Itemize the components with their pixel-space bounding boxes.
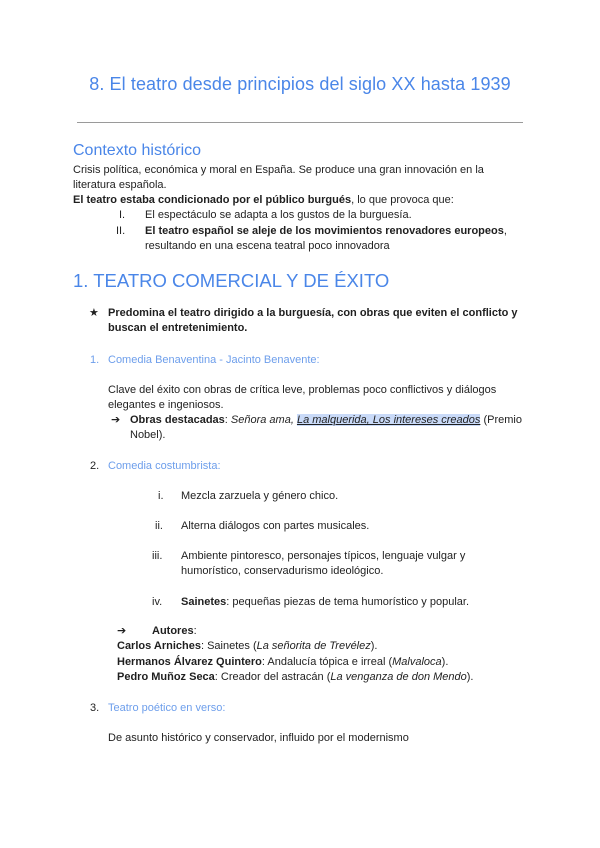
sub3-title-colon: : — [222, 702, 226, 714]
sub1-title-link[interactable]: Comedia Benaventina - Jacinto Benavente: — [108, 354, 320, 366]
author-post: ). — [466, 671, 474, 683]
sub3-title — [108, 701, 225, 716]
sub1-desc-line2: elegantes e ingeniosos. — [108, 399, 224, 411]
sub2-title — [108, 459, 221, 474]
contexto-item-text: El espectáculo se adapta a los gustos de la burguesía. — [145, 209, 412, 221]
contexto-item-text — [145, 224, 507, 239]
obras-rest-line2: Nobel). — [130, 429, 166, 441]
author-pre: : Andalucía tópica e irreal ( — [261, 656, 393, 668]
contexto-para-line1: Crisis política, económica y moral en España. Se produce una gran innovación en la — [73, 164, 484, 176]
author-work: La venganza de don Mendo — [330, 671, 467, 683]
contexto-item-bold: El teatro español se aleje de los movimientos renovadores europeos — [145, 225, 504, 237]
sub2-item-marker: ii. — [155, 520, 163, 532]
obras-colon: : — [224, 414, 231, 426]
sub3-title-link[interactable]: Teatro poético en verso — [108, 702, 223, 714]
sub2-item-text: Mezcla zarzuela y género chico. — [181, 490, 339, 502]
author-post: ). — [370, 640, 378, 652]
author-post: ). — [441, 656, 449, 668]
obras-label: Obras destacadas — [130, 414, 225, 426]
obra-senora-ama: Señora ama, — [230, 414, 294, 426]
sub1-desc-line1: Clave del éxito con obras de crítica leve, problemas poco conflictivos y diálogos — [108, 384, 497, 396]
arrow-bullet-icon: ➔ — [117, 625, 127, 637]
contexto-heading: Contexto histórico — [73, 142, 202, 159]
contexto-para2-bold: El teatro estaba condicionado por el público burgués — [73, 194, 352, 206]
author-line — [117, 655, 448, 670]
contexto-para2-rest: , lo que provoca que: — [351, 194, 454, 206]
sub2-item-text: Alterna diálogos con partes musicales. — [181, 520, 370, 532]
author-name: Hermanos Álvarez Quintero — [117, 656, 262, 668]
star-bullet-icon: ★ — [89, 307, 99, 319]
author-name: Pedro Muñoz Seca — [117, 671, 215, 683]
page-title: 8. El teatro desde principios del siglo XX hasta 1939 — [89, 74, 511, 94]
sub2-item-text — [181, 595, 469, 610]
sub2-item-marker: i. — [158, 490, 164, 502]
autores-colon: : — [193, 625, 197, 637]
author-name: Carlos Arniches — [117, 640, 201, 652]
contexto-item-marker: II. — [116, 225, 126, 237]
sub2-item-marker: iv. — [152, 596, 163, 608]
contexto-para2 — [73, 193, 454, 208]
sainetes-desc: : pequeñas piezas de tema humorístico y popular. — [226, 596, 470, 608]
author-line — [117, 639, 377, 654]
author-pre: : Sainetes ( — [200, 640, 257, 652]
obras-rest: (Premio — [480, 414, 522, 426]
section1-heading: 1. TEATRO COMERCIAL Y DE ÉXITO — [73, 270, 390, 291]
sub2-item-text: Ambiente pintoresco, personajes típicos, lenguaje vulgar y — [181, 550, 466, 562]
sub3-number: 3. — [90, 702, 100, 714]
author-work: Malvaloca — [392, 656, 442, 668]
autores-label: Autores — [152, 625, 194, 637]
arrow-bullet-icon: ➔ — [111, 414, 121, 426]
sub2-item-text-line2: humorístico, conservadurismo ideológico. — [181, 565, 384, 577]
contexto-item-line2: resultando en una escena teatral poco innovadora — [145, 240, 390, 252]
sub3-desc: De asunto histórico y conservador, influido por el modernismo — [108, 732, 409, 744]
section1-intro-line1: Predomina el teatro dirigido a la burguesía, con obras que eviten el conflicto y — [108, 307, 518, 319]
obras-destacadas-line — [130, 413, 522, 428]
sub1-number: 1. — [90, 354, 100, 366]
autores-label-line — [152, 624, 197, 639]
sainetes-label: Sainetes — [181, 596, 227, 608]
contexto-item-marker: I. — [119, 209, 126, 221]
section1-intro-line2: buscan el entretenimiento. — [108, 322, 248, 334]
sub2-item-marker: iii. — [152, 550, 163, 562]
contexto-para-line2: literatura española. — [73, 179, 167, 191]
sub2-number: 2. — [90, 460, 100, 472]
obra-highlighted-link[interactable]: La malquerida, Los intereses creados — [296, 414, 481, 426]
contexto-item-rest: , — [503, 225, 507, 237]
author-pre: : Creador del astracán ( — [214, 671, 331, 683]
sub2-title-link[interactable]: Comedia costumbrista — [108, 460, 218, 472]
author-line — [117, 670, 473, 685]
sub2-title-colon: : — [217, 460, 221, 472]
author-work: La señorita de Trevélez — [256, 640, 371, 652]
horizontal-divider — [77, 122, 523, 123]
